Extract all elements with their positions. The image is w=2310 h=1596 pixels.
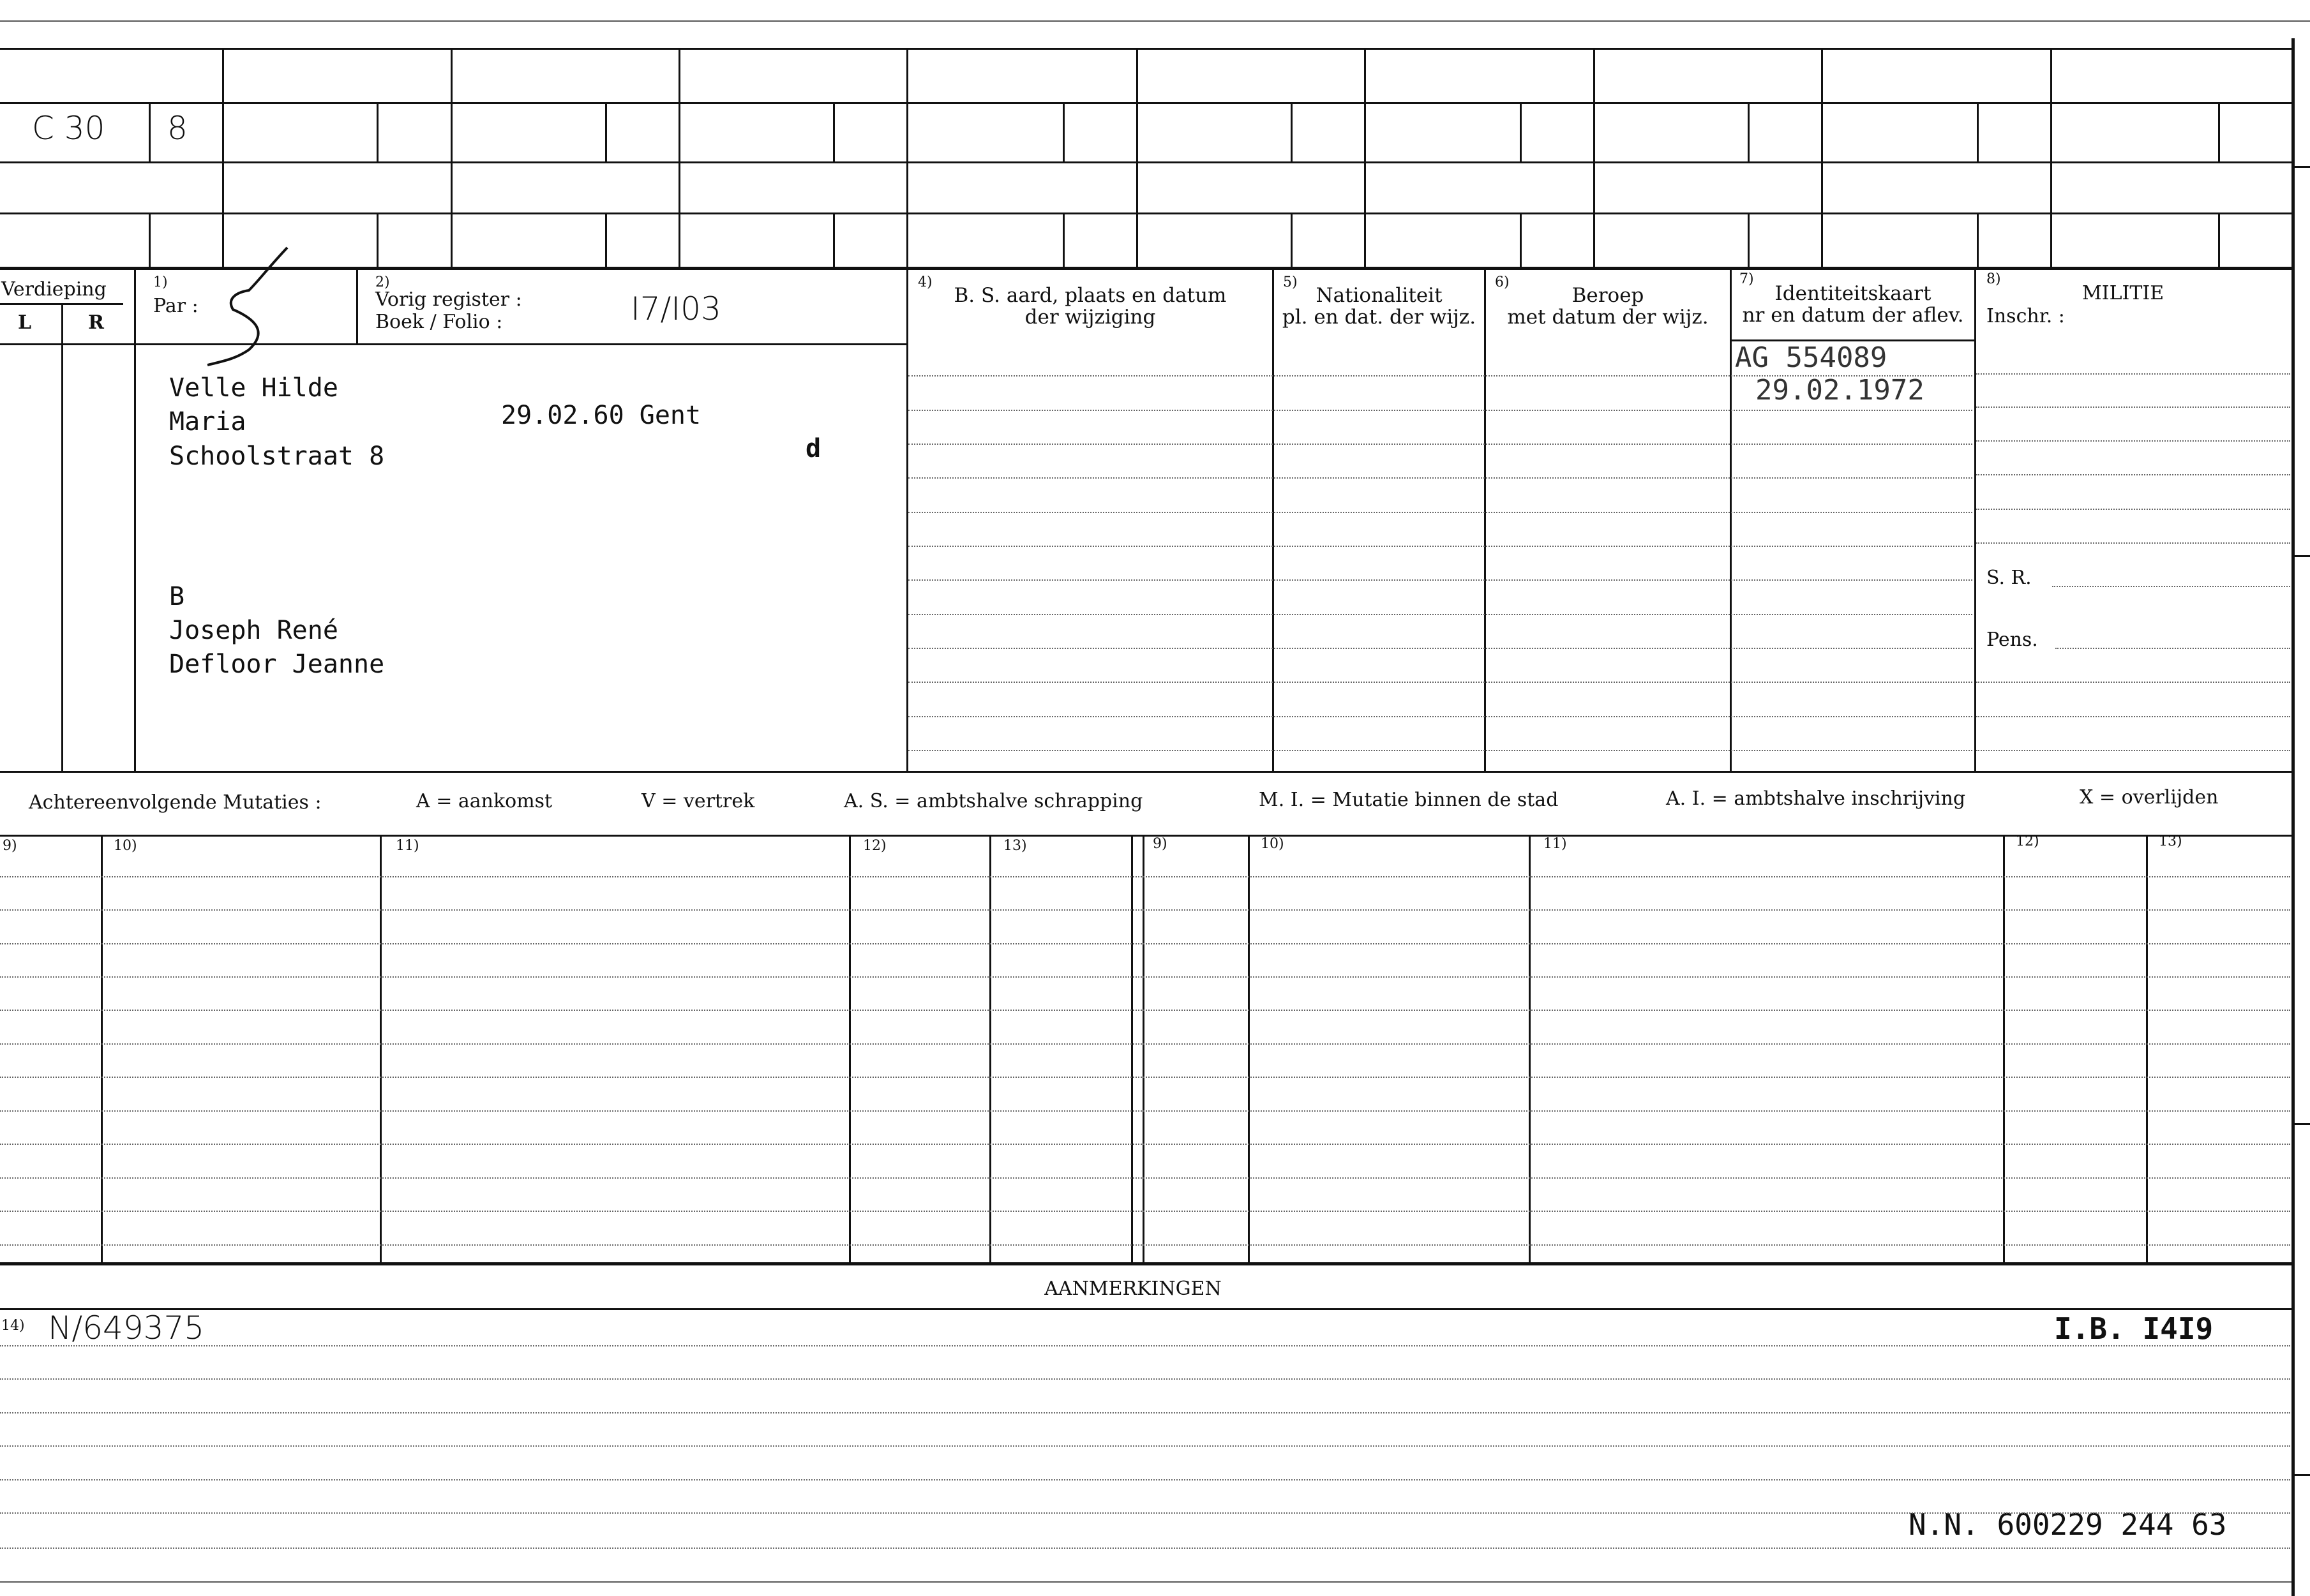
n14: 14) [1,1318,25,1334]
col-r-label: R [88,311,104,334]
legend-as: A. S. = ambtshalve schrapping [844,790,1143,812]
header-bottom-line [0,343,906,345]
col5-header: Nationaliteit pl. en dat. der wijz. [1282,284,1476,329]
col7-header: Identiteitskaart nr en datum der aflev. [1742,282,1964,327]
pens-label: Pens. [1986,629,2038,651]
grid-line [1593,48,1595,268]
mut-right-col-12: 12) [2016,833,2039,849]
legend-v: V = vertrek [641,790,755,812]
mut-left-col-11: 11) [396,838,419,854]
boek-folio-label: Boek / Folio : [375,311,503,333]
id-card-number: AG 554089 [1735,341,1887,374]
legend-mi: M. I. = Mutatie binnen de stad [1259,789,1559,811]
mutations-bottom-line [0,1262,2291,1265]
mut-left-col-10: 10) [114,838,137,854]
mut-left-col-12: 12) [863,838,887,854]
n2: 2) [375,274,390,290]
n8: 8) [1986,271,2001,287]
col7-line [1730,268,1732,772]
legend-ai: A. I. = ambtshalve inschrijving [1666,787,1966,810]
person-surname: Velle Hilde [169,373,338,403]
mut-right-col-10: 10) [1261,836,1284,852]
col6-header: Beroep met datum der wijz. [1507,284,1709,329]
col4-line [906,268,908,772]
grid-line [222,48,224,268]
col8-line [1974,268,1976,772]
militie-title: MILITIE [2082,282,2164,304]
person-marker: d [806,434,821,463]
grid-line [0,161,2295,163]
mut-left-col-9: 9) [3,838,17,854]
grid-code-right: 8 [167,110,188,147]
remarks-ib: I.B. I4I9 [2054,1311,2214,1346]
grid-line [0,213,2295,214]
person-given-name: Maria [169,407,246,436]
remarks-nn: N.N. 600229 244 63 [1909,1507,2227,1542]
remarks-title-line [0,1308,2291,1310]
mut-left-col-13: 13) [1003,838,1027,854]
par-handwritten-mark [198,242,300,370]
mut-right-col-13: 13) [2159,833,2182,849]
register-value: I7/I03 [631,290,721,327]
n7: 7) [1739,271,1754,287]
vorig-register-label: Vorig register : [375,288,522,311]
legend-top-line [0,771,2291,773]
person-father: Joseph René [169,616,338,645]
par-column-line [134,268,136,772]
grid-line [2050,48,2052,268]
mut-right-col-9: 9) [1153,836,1167,852]
col-l-label: L [18,311,32,334]
right-border [2291,38,2295,1596]
mut-right-col-11: 11) [1543,836,1567,852]
legend-x: X = overlijden [2080,786,2219,809]
id-card-date: 29.02.1972 [1755,374,1924,406]
grid-code-left: C 30 [32,110,105,147]
person-birth: 29.02.60 Gent [501,401,701,430]
col5-line [1272,268,1274,772]
grid-line [1364,48,1366,268]
remarks-code: N/649375 [48,1309,205,1346]
remarks-title: AANMERKINGEN [1044,1278,1222,1300]
sr-label: S. R. [1986,567,2032,589]
n5: 5) [1283,274,1298,290]
grid-line-thick [0,267,2295,270]
inschr-label: Inschr. : [1986,305,2065,327]
n4: 4) [918,274,933,290]
grid-line [0,48,2295,50]
verdieping-label: Verdieping [1,278,107,301]
par-label: Par : [153,295,199,317]
legend-title: Achtereenvolgende Mutaties : [29,791,322,814]
legend-a: A = aankomst [416,790,553,812]
col6-line [1484,268,1486,772]
grid-line [1821,48,1823,268]
top-edge-line [0,20,2310,22]
person-b-label: B [169,582,185,611]
col4-header: B. S. aard, plaats en datum der wijziging [954,284,1227,329]
person-mother: Defloor Jeanne [169,650,385,679]
grid-line [1136,48,1138,268]
grid-line [679,48,680,268]
grid-line [451,48,453,268]
mutations-top-line [0,835,2291,837]
grid-line [906,48,908,268]
grid-line [0,102,2295,104]
n6: 6) [1495,274,1510,290]
n1: 1) [153,274,168,290]
person-address: Schoolstraat 8 [169,442,385,471]
verdieping-divider [61,303,63,772]
